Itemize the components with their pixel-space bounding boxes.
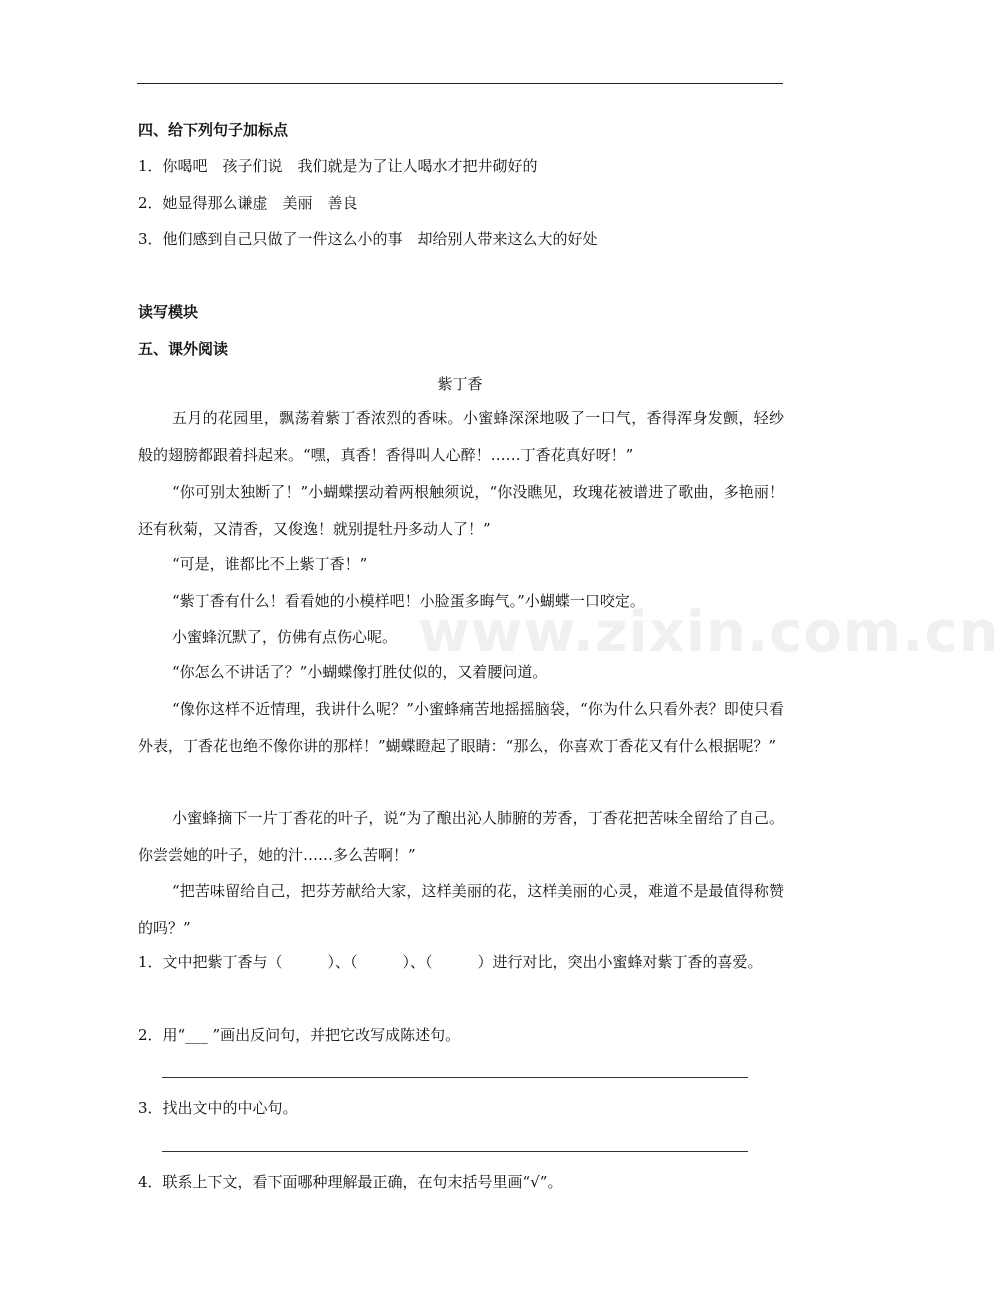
story-paragraph-3: “可是，谁都比不上紫丁香！” <box>172 555 368 573</box>
section4-item-2: 2．她显得那么谦虚 美丽 善良 <box>138 194 358 212</box>
answer-line-2[interactable] <box>162 1077 748 1078</box>
watermark: www.zixin.com.cn <box>418 600 1000 665</box>
section4-heading: 四、给下列句子加标点 <box>138 121 289 139</box>
question-1: 1．文中把紫丁香与（ ）、（ ）、（ ）进行对比，突出小蜜蜂对紫丁香的喜爱。 <box>138 953 763 971</box>
story-title: 紫丁香 <box>437 375 483 393</box>
section4-item-3: 3．他们感到自己只做了一件这么小的事 却给别人带来这么大的好处 <box>138 230 598 248</box>
question-3: 3．找出文中的中心句。 <box>138 1099 298 1117</box>
question-2: 2．用“___ ”画出反问句，并把它改写成陈述句。 <box>138 1026 461 1044</box>
answer-line-3[interactable] <box>162 1151 748 1152</box>
module-heading: 读写模块 <box>138 303 199 321</box>
story-paragraph-2: “你可别太独断了！”小蝴蝶摆动着两根触须说，“你没瞧见，玫瑰花被谱进了歌曲，多艳丽！还有秋菊，又清香，又俊逸！就别提牡丹多动人了！” <box>138 483 784 538</box>
header-rule <box>137 83 783 84</box>
story-paragraph-7: “像你这样不近情理，我讲什么呢？”小蜜蜂痛苦地摇摇脑袋，“你为什么只看外表？即使只看外表，丁香花也绝不像你讲的那样！”蝴蝶瞪起了眼睛：“那么，你喜欢丁香花又有什么根据呢？” <box>138 700 784 755</box>
story-paragraph-5: 小蜜蜂沉默了，仿佛有点伤心呢。 <box>172 628 398 646</box>
story-paragraph-8: 小蜜蜂摘下一片丁香花的叶子，说“为了酿出沁人肺腑的芳香，丁香花把苦味全留给了自己。你尝尝她的叶子，她的汁……多么苦啊！” <box>138 809 784 864</box>
story-paragraph-6: “你怎么不讲话了？”小蝴蝶像打胜仗似的，又着腰问道。 <box>172 663 548 681</box>
section5-heading: 五、课外阅读 <box>138 340 229 358</box>
story-paragraph-9: “把苦味留给自己，把芬芳献给大家，这样美丽的花，这样美丽的心灵，难道不是最值得称赞的吗？” <box>138 882 784 937</box>
section4-item-1: 1．你喝吧 孩子们说 我们就是为了让人喝水才把井砌好的 <box>138 157 538 175</box>
story-paragraph-1: 五月的花园里，飘荡着紫丁香浓烈的香味。小蜜蜂深深地吸了一口气，香得浑身发颤，轻纱般的翅膀都跟着抖起来。“嘿，真香！香得叫人心醉！……丁香花真好呀！” <box>138 409 784 464</box>
story-paragraph-4: “紫丁香有什么！看看她的小模样吧！小脸蛋多晦气。”小蝴蝶一口咬定。 <box>172 592 645 610</box>
question-4: 4．联系上下文，看下面哪种理解最正确，在句末括号里画“√”。 <box>138 1173 563 1191</box>
